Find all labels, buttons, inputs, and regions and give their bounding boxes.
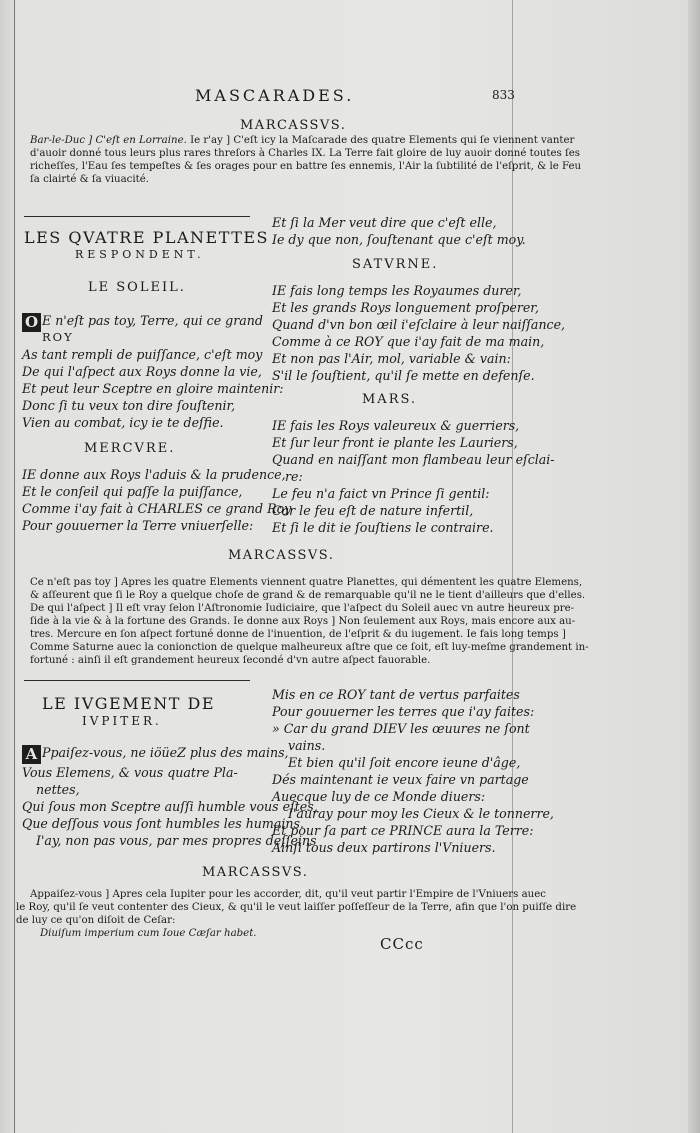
commentary-line: fortuné : ainſi il eſt grandement heureux ſecondé d'vn autre aſpect fauorable.: [30, 655, 431, 666]
commentary-line: de luy ce qu'on diſoit de Ceſar:: [16, 915, 176, 926]
commentary-line: richeſſes, l'Eau ſes tempeſtes & ſes orages pour en battre ſes ennemis, l'Air la ſubtilité de l'eſprit, & le Feu: [30, 161, 582, 172]
verse-line: Et non pas l'Air, mol, variable & vain:: [272, 351, 511, 366]
verse-line: Et pour ſa part ce PRINCE aura la Terre:: [272, 823, 534, 838]
dropcap: O: [22, 313, 41, 332]
commentary-line: Ce n'eſt pas toy ] Apres les quatre Elements viennent quatre Planettes, qui démentent les quatre Elemens,: [30, 577, 583, 588]
verse-line: re:: [285, 469, 303, 484]
commentary-line: ſide à la vie & à la fortune des Grands. Ie donne aux Roys ] Non ſeulement aux Roys, mais encore aux au-: [30, 616, 576, 627]
verse-line: I'auray pour moy les Cieux & le tonnerre,: [288, 806, 554, 821]
verse-line: IE fais long temps les Royaumes durer,: [272, 283, 522, 298]
page-edge: [688, 0, 700, 1133]
verse-line: Et bien qu'il ſoit encore ieune d'âge,: [288, 755, 521, 770]
soleil-heading: LE SOLEIL.: [88, 280, 186, 295]
verse-line: De qui l'aſpect aux Roys donne la vie,: [22, 364, 262, 379]
verse-line: vains.: [288, 738, 326, 753]
verse-line: A Ppaiſez-vous, ne iöüeZ plus des mains,: [22, 744, 289, 764]
jugement-title: LE IVGEMENT DE: [42, 694, 216, 713]
commentary-title-3: MARCASSVS.: [202, 865, 309, 880]
section-rule: [24, 680, 250, 681]
verse-line: As tant rempli de puiſſance, c'eſt moy: [22, 347, 263, 362]
verse-line: Quand d'vn bon œil i'eſclaire à leur naiſſance,: [272, 317, 566, 332]
verse-line: I'ay, non pas vous, par mes propres deſſeins: [36, 833, 317, 848]
dropcap: A: [22, 745, 41, 764]
verse-line: Ie dy que non, ſouſtenant que c'eſt moy.: [272, 232, 526, 247]
verse-line: Pour gouuerner les terres que i'ay faites:: [272, 704, 535, 719]
page-number: 833: [492, 88, 515, 102]
verse-line: IE donne aux Roys l'aduis & la prudence,: [22, 467, 286, 482]
verse-line: Et ſur leur front ie plante les Lauriers,: [272, 435, 518, 450]
verse-line: Donc ſi tu veux ton dire ſouſtenir,: [22, 398, 236, 413]
verse-line: Le feu n'a faict vn Prince ſi gentil:: [272, 486, 490, 501]
verse-line: » Car du grand DIEV les œuures ne ſont: [272, 721, 530, 736]
planettes-subtitle: RESPONDENT.: [75, 248, 205, 261]
latin-quote: Diuiſum imperium cum Ioue Cæſar habet.: [40, 928, 257, 939]
verse-line: IE fais les Roys valeureux & guerriers,: [272, 418, 520, 433]
verse-line: Vien au combat, icy ie te deſfie.: [22, 415, 224, 430]
commentary-line: d'auoir donné tous leurs plus rares threſors à Charles IX. La Terre fait gloire de luy auoir donné toutes ſes: [30, 148, 581, 159]
verse-line: Dés maintenant ie veux faire vn partage: [272, 772, 529, 787]
commentary-line: tres. Mercure en ſon aſpect fortuné donne de l'inuention, de l'eſprit & du iugement. Ie fais long temps ]: [30, 629, 566, 640]
verse-line: Et peut leur Sceptre en gloire maintenir:: [22, 381, 284, 396]
commentary-title-2: MARCASSVS.: [228, 548, 335, 563]
commentary-line: le Roy, qu'il ſe veut contenter des Cieux, & qu'il le veut laiſſer poſſeſſeur de la Terre, afin que l'on puiſſe dire: [16, 902, 577, 913]
mercure-heading: MERCVRE.: [84, 441, 176, 456]
verse-line: nettes,: [36, 782, 80, 797]
verse-line: O E n'eſt pas toy, Terre, qui ce grand: [22, 312, 263, 332]
mars-heading: MARS.: [362, 392, 418, 407]
commentary-line: Bar-le-Duc ] C'eſt en Lorraine. Ie r'ay ] C'eſt icy la Maſcarade des quatre Elements qui ſe viennent vanter: [30, 135, 575, 146]
saturne-heading: SATVRNE.: [352, 257, 439, 272]
jugement-subtitle: IVPITER.: [82, 714, 162, 728]
verse-line: Et les grands Roys longuement proſperer,: [272, 300, 539, 315]
verse-line: Ainſi tous deux partirons l'Vniuers.: [272, 840, 496, 855]
verse-line: Comme à ce ROY que i'ay fait de ma main,: [272, 334, 545, 349]
verse-line: Car le feu eſt de nature infertil,: [272, 503, 474, 518]
commentary-line: Comme Saturne auec la conionction de quelque malheureux aſtre que ce ſoit, eſt luy-meſme grandement in-: [30, 642, 589, 653]
verse-line: Et ſi la Mer veut dire que c'eſt elle,: [272, 215, 497, 230]
verse-line: Mis en ce ROY tant de vertus parfaites: [272, 687, 520, 702]
commentary-line: De qui l'aſpect ] Il eſt vray ſelon l'Aſtronomie Iudiciaire, que l'aſpect du Soleil auec vn autre heureux pre-: [30, 603, 575, 614]
commentary-line: & aſſeurent que ſi le Roy a quelque choſe de grand & de remarquable qu'il ne le tient d'ailleurs que d'elles.: [30, 590, 586, 601]
verse-line: Comme i'ay fait à CHARLES ce grand Roy: [22, 501, 292, 516]
verse-line: S'il le ſouſtient, qu'il ſe mette en defenſe.: [272, 368, 535, 383]
verse-line: Auecque luy de ce Monde diuers:: [272, 789, 486, 804]
verse-line: Vous Elemens, & vous quatre Pla-: [22, 765, 238, 780]
verse-line: ROY: [42, 330, 74, 344]
section-rule: [24, 216, 250, 217]
planettes-title: LES QVATRE PLANETTES: [24, 228, 270, 247]
running-title: MASCARADES.: [195, 86, 355, 105]
signature-mark: CCcc: [380, 935, 424, 953]
commentary-line: ſa clairté & ſa viuacité.: [30, 174, 149, 185]
verse-line: Et le conſeil qui paſſe la puiſſance,: [22, 484, 243, 499]
commentary-line: Appaiſez-vous ] Apres cela Iupiter pour les accorder, dit, qu'il veut partir l'Empire de l'Vniuers auec: [30, 889, 546, 900]
verse-line: Qui ſous mon Sceptre auſſi humble vous eſtes,: [22, 799, 318, 814]
verse-line: Et ſi le dit ie ſouſtiens le contraire.: [272, 520, 494, 535]
verse-line: Que deſſous vous ſont humbles les humains.: [22, 816, 304, 831]
verse-line: Pour gouuerner la Terre vniuerſelle:: [22, 518, 254, 533]
page-gutter-line: [14, 0, 15, 1133]
verse-line: Quand en naiſſant mon flambeau leur eſclai-: [272, 452, 555, 467]
commentary-title-1: MARCASSVS.: [240, 118, 347, 133]
